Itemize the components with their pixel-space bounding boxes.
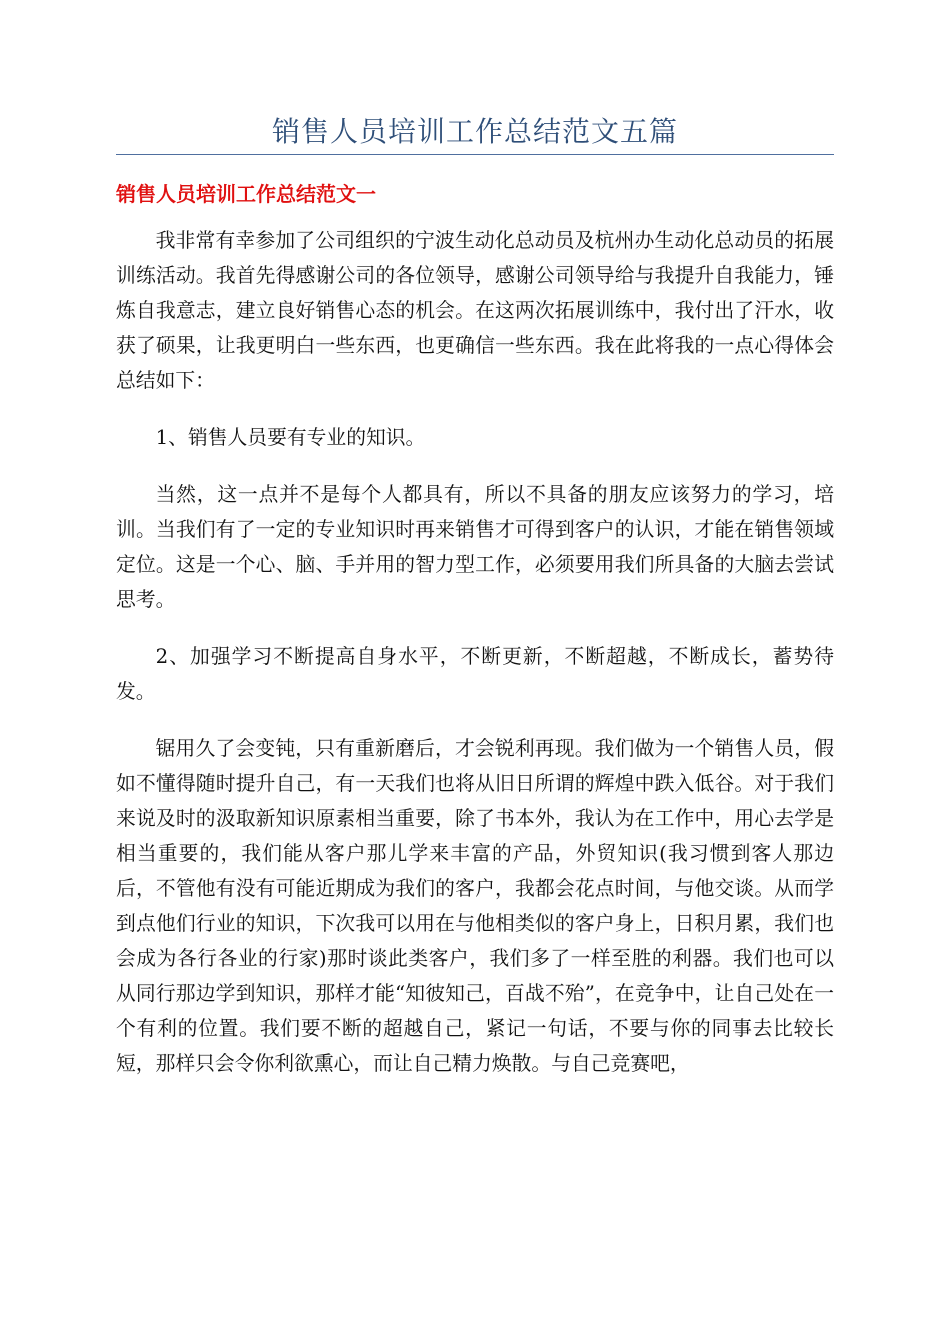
title-underline (116, 154, 834, 155)
section-heading: 销售人员培训工作总结范文一 (116, 182, 376, 206)
paragraph: 2、加强学习不断提高自身水平，不断更新，不断超越，不断成长，蓄势待发。 (116, 645, 834, 703)
paragraph: 锯用久了会变钝，只有重新磨后，才会锐利再现。我们做为一个销售人员，假如不懂得随时提升自己，有一天我们也将从旧日所谓的辉煌中跌入低谷。对于我们来说及时的汲取新知识原素相当重要，除了书本外，我认为在工作中，用心去学是相当重要的，我们能从客户那儿学来丰富的产品，外贸知识(我习惯到客人那边后，不管他有没有可能近期成为我们的客户，我都会花点时间，与他交谈。从而学到点他们行业的知识，下次我可以用在与他相类似的客户身上，日积月累，我们也会成为各行各业的行家)那时谈此类客户，我们多了一样至胜的利器。我们也可以从同行那边学到知识，那样才能“知彼知己，百战不殆”，在竞争中，让自己处在一个有利的位置。我们要不断的超越自己，紧记一句话，不要与你的同事去比较长短，那样只会令你利欲熏心，而让自己精力焕散。与自己竞赛吧， (116, 737, 834, 1075)
paragraph: 1、销售人员要有专业的知识。 (155, 426, 426, 449)
paragraph: 我非常有幸参加了公司组织的宁波生动化总动员及杭州办生动化总动员的拓展训练活动。我首先得感谢公司的各位领导，感谢公司领导给与我提升自我能力，锤炼自我意志，建立良好销售心态的机会。在这两次拓展训练中，我付出了汗水，收获了硕果，让我更明白一些东西，也更确信一些东西。我在此将我的一点心得体会总结如下： (116, 229, 834, 392)
paragraph: 当然，这一点并不是每个人都具有，所以不具备的朋友应该努力的学习，培训。当我们有了一定的专业知识时再来销售才可得到客户的认识，才能在销售领域定位。这是一个心、脑、手并用的智力型工作，必须要用我们所具备的大脑去尝试思考。 (116, 483, 834, 611)
document-body (116, 223, 834, 1103)
document-title: 销售人员培训工作总结范文五篇 (271, 115, 678, 148)
